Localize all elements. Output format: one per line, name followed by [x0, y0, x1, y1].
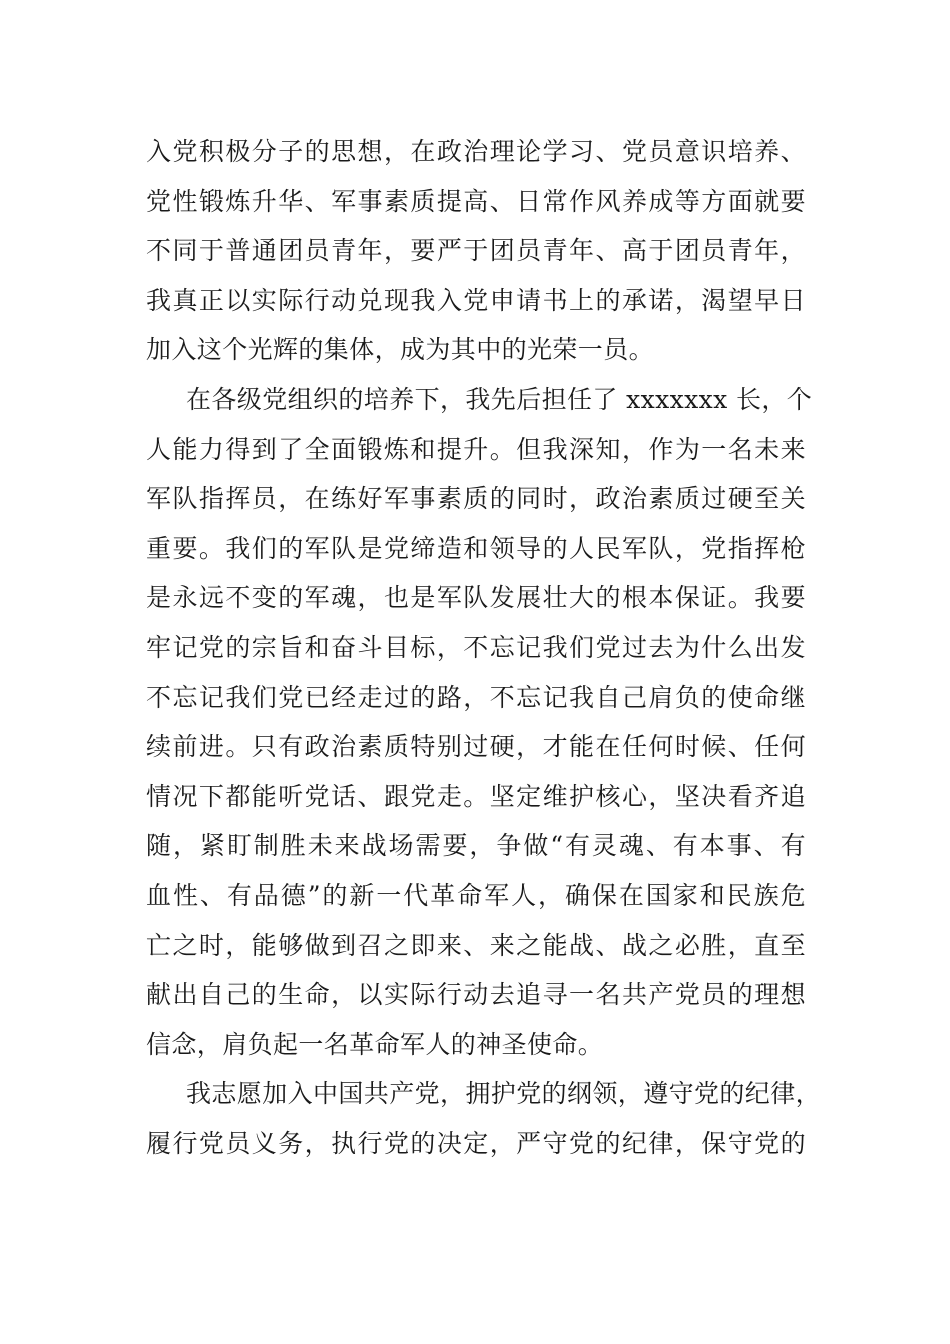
text-line: 不忘记我们党已经走过的路，不忘记我自己肩负的使命继	[146, 682, 806, 712]
text-line: 我志愿加入中国共产党，拥护党的纲领，遵守党的纪律，	[186, 1079, 822, 1109]
text-line: 是永远不变的军魂，也是军队发展壮大的根本保证。我要	[146, 583, 806, 613]
text-line: 亡之时，能够做到召之即来、来之能战、战之必胜，直至	[146, 930, 806, 960]
text-line: 血性、有品德”的新一代革命军人，确保在国家和民族危	[146, 880, 806, 910]
document-body	[146, 127, 822, 1168]
text-line: 重要。我们的军队是党缔造和领导的人民军队，党指挥枪	[146, 533, 806, 563]
text-line: 牢记党的宗旨和奋斗目标，不忘记我们党过去为什么出发	[146, 632, 806, 662]
text-line: 加入这个光辉的集体，成为其中的光荣一员。	[146, 335, 655, 365]
text-line: 情况下都能听党话、跟党走。坚定维护核心，坚决看齐追	[146, 781, 806, 811]
text-line: 入党积极分子的思想，在政治理论学习、党员意识培养、	[146, 137, 806, 166]
text-line: 不同于普通团员青年，要严于团员青年、高于团员青年，	[146, 236, 806, 266]
text-line: 我真正以实际行动兑现我入党申请书上的承诺，渴望早日	[146, 285, 806, 315]
text-line: 军队指挥员，在练好军事素质的同时，政治素质过硬至关	[146, 484, 806, 514]
text-line: 党性锻炼升华、军事素质提高、日常作风养成等方面就要	[146, 186, 806, 216]
text-line: 在各级党组织的培养下，我先后担任了 xxxxxxx 长，个	[186, 384, 813, 414]
text-line: 随，紧盯制胜未来战场需要，争做“有灵魂、有本事、有	[146, 831, 806, 861]
text-line: 人能力得到了全面锻炼和提升。但我深知，作为一名未来	[146, 434, 806, 464]
text-line: 信念，肩负起一名革命军人的神圣使命。	[146, 1029, 604, 1059]
text-line: 履行党员义务，执行党的决定，严守党的纪律，保守党的	[146, 1128, 806, 1158]
text-line: 续前进。只有政治素质特别过硬，才能在任何时候、任何	[146, 732, 806, 762]
text-line: 献出自己的生命，以实际行动去追寻一名共产党员的理想	[146, 980, 806, 1010]
